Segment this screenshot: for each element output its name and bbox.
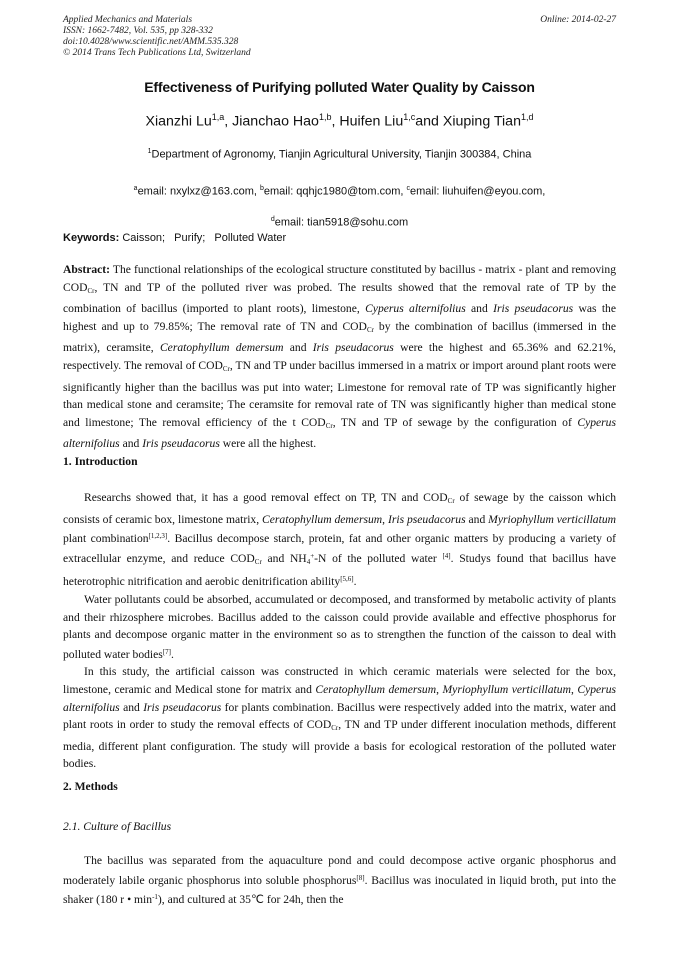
abstract-text: and: [465, 302, 494, 316]
text: . Studys found that bacillus have heterotrophic nitrification and aerobic denitrification ability: [63, 551, 616, 589]
email-b[interactable]: email: qqhjc1980@tom.com,: [263, 185, 407, 198]
text: . Bacillus was inoculated in liquid broth, put into the shaker (180 r • min: [63, 873, 616, 907]
species-name: Cyperus alternifolius: [63, 415, 616, 451]
abstract-text: was the highest and up to 79.85%; The removal rate of TN and COD: [63, 302, 616, 333]
introduction-body: [63, 489, 616, 773]
text: and: [465, 512, 489, 526]
abstract-text: and: [283, 341, 313, 355]
doi-line[interactable]: doi:10.4028/www.scientific.net/AMM.535.328: [63, 37, 239, 47]
email-mark: d: [270, 215, 275, 223]
paragraph: [63, 852, 616, 909]
abstract-text: , TN and TP under bacillus immersed in a matrix or import around plant roots were significantly higher than the bacillus was put into water; Limestone for removal rate of TP was significantly higher than medical stone and ceramsite; The ceramsite for removal rate of TN was significantly higher than medical stone and limestone; The removal efficiency of the t COD: [63, 358, 617, 429]
text: ), and cultured at 35℃ for 24h, then the: [157, 893, 344, 907]
subscript: Cr: [331, 724, 339, 733]
subsection-heading-culture: 2.1. Culture of Bacillus: [63, 820, 172, 833]
superscript: -1: [152, 893, 158, 902]
paragraph: [63, 591, 616, 663]
abstract-text: and: [119, 437, 143, 451]
email-a[interactable]: email: nxylxz@163.com,: [137, 185, 260, 198]
citation[interactable]: [8]: [356, 873, 365, 882]
species-name: Cyperus alternifolius: [365, 302, 466, 316]
citation[interactable]: [1,2,3]: [148, 532, 168, 541]
author-name: Jianchao Hao: [232, 113, 319, 130]
text: of sewage by the caisson which consists of ceramic box, limestone matrix,: [63, 491, 616, 526]
text: Water pollutants could be absorbed, accumulated or decomposed, and transformed by metabolic activity of plants and their rhizosphere microbes. Bacillus added to the caisson could provide available and effective phosphorus for plants and decompose organic matter in the environment so as to strengthen the function of the caisson to deal with polluted water bodies: [63, 592, 616, 661]
issn-line: ISSN: 1662-7482, Vol. 535, pp 328-332: [63, 26, 213, 36]
text: ,: [382, 512, 388, 526]
keyword: Caisson;: [122, 232, 166, 244]
species-name: Iris pseudacorus: [493, 302, 574, 316]
abstract: [63, 261, 616, 453]
author-separator: and: [415, 113, 443, 130]
abstract-text: , TN and TP of the polluted river was probed. The results showed that the removal rate of TP by the combination of bacillus (imported to plant roots), limestone,: [63, 280, 616, 316]
subscript: Cr: [254, 557, 262, 566]
author-affil-mark: 1,c: [403, 112, 416, 122]
email-line-1: [63, 175, 616, 206]
email-d[interactable]: email: tian5918@sohu.com: [274, 216, 409, 229]
author-separator: ,: [331, 113, 340, 130]
species-name: Iris pseudacorus: [387, 512, 466, 526]
text: Researchs showed that, it has a good removal effect on TP, TN and COD: [84, 491, 448, 504]
text: .: [353, 575, 357, 589]
author-affil-mark: 1,a: [211, 112, 225, 122]
subscript: Cr: [222, 364, 230, 373]
journal-header: [63, 15, 616, 59]
journal-name: Applied Mechanics and Materials: [63, 15, 193, 25]
author-name: Huifen Liu: [339, 113, 404, 130]
subscript: Cr: [366, 325, 374, 334]
text: The bacillus was separated from the aquaculture pond and could decompose active organic phosphorus and moderately labile organic phosphorus into soluble phosphorus: [63, 854, 616, 887]
section-heading-introduction: 1. Introduction: [63, 455, 138, 468]
paper-title: Effectiveness of Purifying polluted Water Quality by Caisson: [144, 79, 535, 95]
species-name: Iris pseudacorus: [142, 437, 220, 451]
email-mark: c: [406, 185, 411, 192]
species-name: Cyperus alternifolius: [63, 682, 617, 714]
email-mark: b: [260, 185, 264, 192]
copyright-line: © 2014 Trans Tech Publications Ltd, Switzerland: [63, 48, 251, 58]
citation[interactable]: [4]: [442, 551, 451, 560]
abstract-text: The functional relationships of the ecological structure constituted by bacillus - matrix - plant and removing COD: [63, 263, 616, 294]
text: ,: [436, 682, 443, 696]
author-list: [63, 112, 616, 130]
species-name: Myriophyllum verticillatum: [442, 682, 571, 696]
subscript: Cr: [447, 497, 455, 505]
superscript: +: [310, 551, 315, 560]
keyword: Purify;: [174, 232, 206, 244]
text: and NH: [261, 551, 307, 565]
subscript: Cr: [87, 286, 95, 295]
abstract-text: by the combination of bacillus (immersed in the matrix), ceramsite,: [63, 319, 617, 355]
abstract-text: were all the highest.: [219, 437, 317, 451]
online-date: Online: 2014-02-27: [540, 15, 616, 25]
text: . Bacillus decompose starch, protein, fat and other organic matters by producing a variety of extracellular enzyme, and reduce COD: [63, 532, 616, 565]
text: , TN and TP under different inoculation methods, different media, different plant configuration. The study will provide a basis for ecological restoration of the polluted water bodies.: [63, 718, 616, 771]
keywords: [63, 232, 616, 244]
species-name: Myriophyllum verticillatum: [488, 512, 616, 526]
author-affil-mark: 1,b: [318, 112, 332, 122]
species-name: Ceratophyllum demersum: [315, 682, 437, 696]
species-name: Ceratophyllum demersum: [262, 512, 383, 526]
email-c[interactable]: email: liuhuifen@eyou.com,: [410, 185, 546, 198]
author-name: Xiuping Tian: [442, 113, 521, 130]
affiliation-mark: 1: [147, 148, 152, 155]
text: and: [119, 700, 144, 714]
paragraph: [63, 663, 616, 773]
species-name: Iris pseudacorus: [312, 341, 394, 355]
affiliation: [63, 148, 616, 161]
text: plant combination: [63, 532, 149, 546]
keyword: Polluted Water: [214, 232, 287, 244]
culture-body: [63, 852, 616, 909]
abstract-text: , TN and TP of sewage by the configuration of: [332, 415, 578, 429]
citation[interactable]: [7]: [162, 647, 171, 656]
text: -N of the polluted water: [314, 551, 443, 565]
species-name: Iris pseudacorus: [143, 700, 222, 714]
section-heading-methods: 2. Methods: [63, 780, 118, 793]
species-name: Ceratophyllum demersum: [159, 341, 284, 355]
text: .: [170, 647, 174, 661]
author-name: Xianzhi Lu: [145, 113, 212, 130]
author-emails: [63, 175, 616, 236]
subscript: Cr: [325, 421, 333, 430]
abstract-label: Abstract:: [63, 263, 111, 276]
author-separator: ,: [224, 113, 233, 130]
text: ,: [570, 682, 578, 696]
text: In this study, the artificial caisson was constructed in which ceramic materials were selected for the box, limestone, ceramic and Medical stone for matrix and: [63, 665, 616, 696]
keywords-label: Keywords:: [63, 232, 120, 244]
text: for plants combination. Bacillus were respectively added into the matrix, water and plant roots in order to study the removal effects of COD: [63, 700, 616, 732]
subscript: 4: [306, 557, 311, 566]
affiliation-text: Department of Agronomy, Tianjin Agricultural University, Tianjin 300384, China: [151, 148, 532, 161]
author-affil-mark: 1,d: [520, 112, 534, 122]
email-mark: a: [133, 185, 138, 192]
abstract-text: were the highest and 65.36% and 62.21%, respectively. The removal of COD: [63, 341, 616, 372]
citation[interactable]: [5,6]: [340, 575, 354, 584]
paragraph: [63, 489, 616, 591]
